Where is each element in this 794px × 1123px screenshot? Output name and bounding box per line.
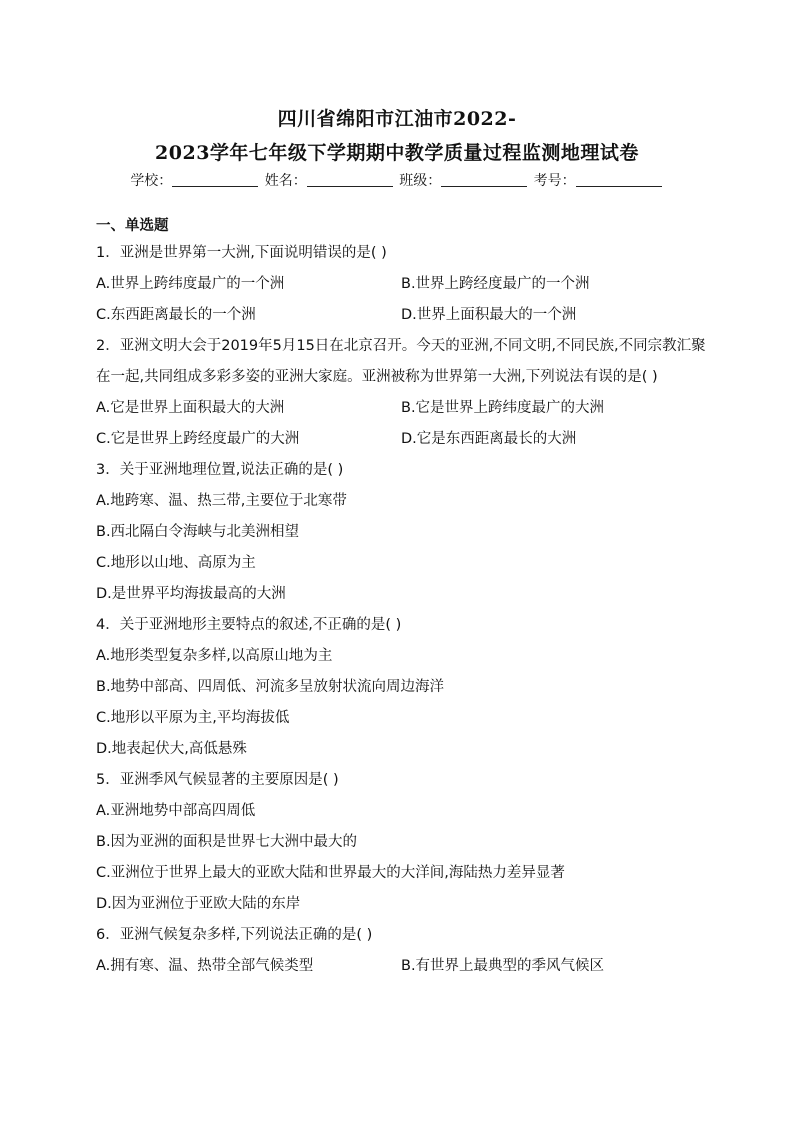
option-b: B.西北隔白令海峡与北美洲相望 bbox=[96, 524, 300, 540]
option-c: C.地形以平原为主,平均海拔低 bbox=[96, 710, 290, 726]
name-label: 姓名： bbox=[264, 173, 307, 189]
option-d: D.因为亚洲位于亚欧大陆的东岸 bbox=[96, 896, 301, 912]
option-b: B.它是世界上跨纬度最广的大洲 bbox=[401, 400, 605, 416]
question-list bbox=[96, 238, 706, 982]
option-d: D.世界上面积最大的一个洲 bbox=[401, 307, 577, 323]
question-1 bbox=[96, 238, 706, 331]
option-b: B.地势中部高、四周低、河流多呈放射状流向周边海洋 bbox=[96, 679, 445, 695]
option-c: C.东西距离最长的一个洲 bbox=[96, 307, 256, 323]
class-blank bbox=[441, 172, 527, 187]
option-c: C.亚洲位于世界上最大的亚欧大陆和世界最大的大洋间,海陆热力差异显著 bbox=[96, 865, 565, 881]
question-stem: 5．亚洲季风气候显著的主要原因是( ) bbox=[96, 772, 339, 788]
exam-number-blank bbox=[576, 172, 662, 187]
options-grid bbox=[96, 951, 706, 982]
option-a: A.亚洲地势中部高四周低 bbox=[96, 803, 256, 819]
option-a: A.拥有寒、温、热带全部气候类型 bbox=[96, 958, 314, 974]
option-d: D.是世界平均海拔最高的大洲 bbox=[96, 586, 286, 602]
student-info-row bbox=[0, 170, 794, 190]
question-stem: 6．亚洲气候复杂多样,下列说法正确的是( ) bbox=[96, 927, 373, 943]
options-grid bbox=[96, 269, 706, 331]
question-6 bbox=[96, 920, 706, 982]
school-label: 学校： bbox=[130, 173, 173, 189]
exam-title-line-2: 2023学年七年级下学期期中教学质量过程监测地理试卷 bbox=[155, 142, 639, 164]
exam-number-label: 考号： bbox=[533, 173, 576, 189]
question-3 bbox=[96, 455, 706, 610]
option-d: D.它是东西距离最长的大洲 bbox=[401, 431, 577, 447]
option-a: A.世界上跨纬度最广的一个洲 bbox=[96, 276, 285, 292]
school-blank bbox=[172, 172, 258, 187]
option-a: A.它是世界上面积最大的大洲 bbox=[96, 400, 285, 416]
option-c: C.它是世界上跨经度最广的大洲 bbox=[96, 431, 300, 447]
question-5 bbox=[96, 765, 706, 920]
question-4 bbox=[96, 610, 706, 765]
question-2 bbox=[96, 331, 706, 455]
section-title: 一、单选题 bbox=[96, 218, 169, 234]
option-b: B.世界上跨经度最广的一个洲 bbox=[401, 276, 590, 292]
question-stem: 3．关于亚洲地理位置,说法正确的是( ) bbox=[96, 462, 344, 478]
class-label: 班级： bbox=[399, 173, 442, 189]
question-stem: 1．亚洲是世界第一大洲,下面说明错误的是( ) bbox=[96, 245, 387, 261]
option-c: C.地形以山地、高原为主 bbox=[96, 555, 256, 571]
option-b: B.有世界上最典型的季风气候区 bbox=[401, 958, 605, 974]
exam-title-line-1: 四川省绵阳市江油市2022- bbox=[277, 108, 517, 130]
option-a: A.地跨寒、温、热三带,主要位于北寒带 bbox=[96, 493, 347, 509]
option-a: A.地形类型复杂多样,以高原山地为主 bbox=[96, 648, 333, 664]
option-d: D.地表起伏大,高低悬殊 bbox=[96, 741, 247, 757]
options-grid bbox=[96, 393, 706, 455]
question-stem: 2．亚洲文明大会于2019年5月15日在北京召开。今天的亚洲,不同文明,不同民族,不同宗教汇聚在一起,共同组成多彩多姿的亚洲大家庭。亚洲被称为世界第一大洲,下列说法有误的是( ) bbox=[96, 338, 706, 385]
name-blank bbox=[307, 172, 393, 187]
option-b: B.因为亚洲的面积是世界七大洲中最大的 bbox=[96, 834, 358, 850]
question-stem: 4．关于亚洲地形主要特点的叙述,不正确的是( ) bbox=[96, 617, 402, 633]
